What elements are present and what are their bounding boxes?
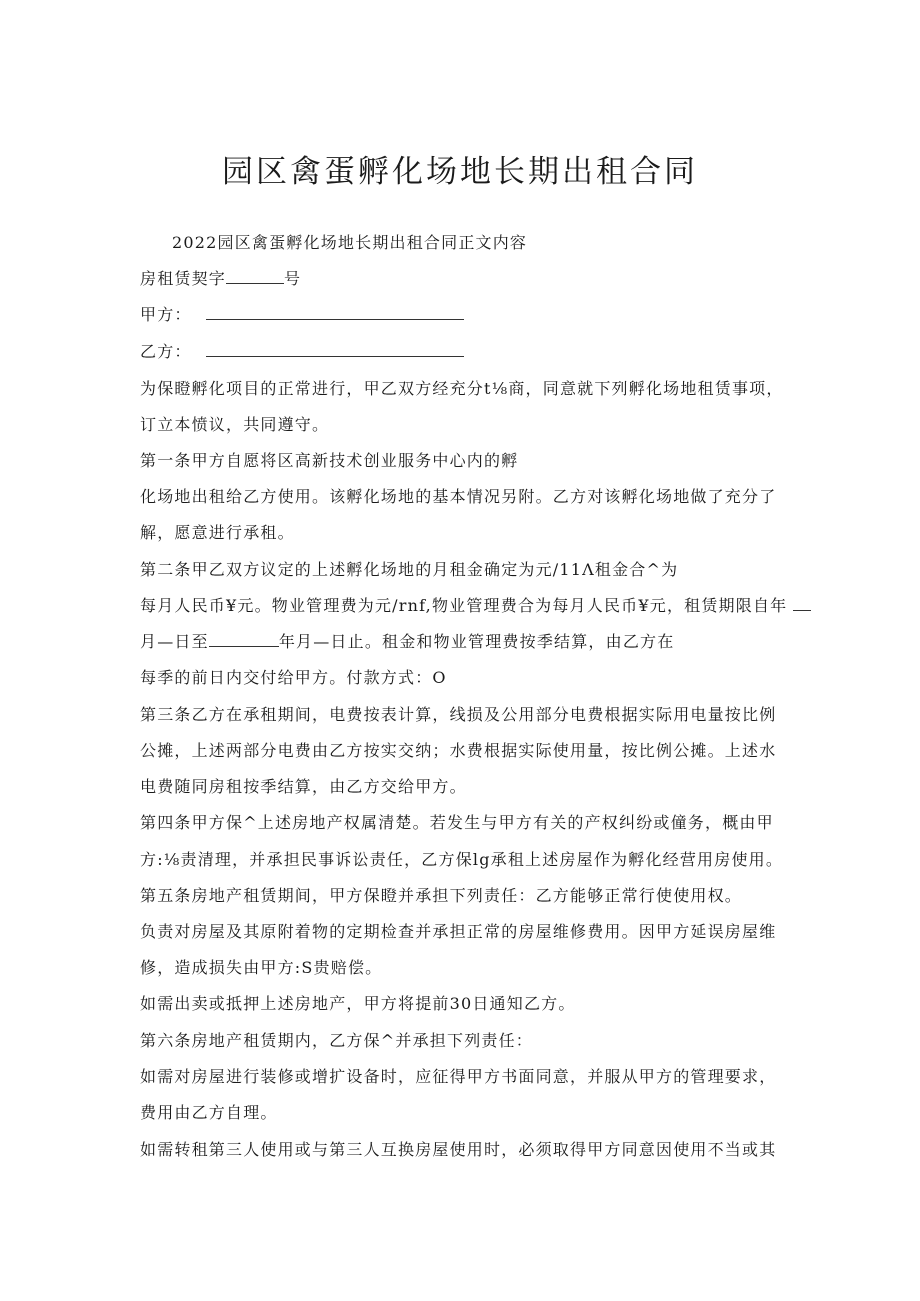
party-b-blank	[206, 342, 464, 357]
paragraph-line: 修，造成损失由甲方:S贵赔偿。	[140, 958, 383, 977]
paragraph-line: 每季的前日内交付给甲方。付款方式：O	[140, 668, 447, 687]
document-title: 园区禽蛋孵化场地长期出租合同	[222, 154, 698, 190]
paragraph-line: 如需对房屋进行装修或增扩设备时，应征得甲方书面同意，并服从甲方的管理要求，	[140, 1067, 777, 1086]
paragraph-line: 第五条房地产租赁期间，甲方保瞪并承担下列责任：乙方能够正常行使使用权。	[140, 886, 743, 905]
party-b-label: 乙方：	[140, 342, 192, 361]
end-year-blank	[209, 632, 279, 647]
contract-number-prefix: 房租赁契字	[140, 269, 227, 288]
paragraph-line: 第二条甲乙双方议定的上述孵化场地的月租金确定为元∕11Λ租金合^为	[140, 560, 679, 579]
party-a-blank	[206, 305, 464, 320]
paragraph-line: 第一条甲方自愿将区高新技术创业服务中心内的孵	[140, 451, 519, 470]
contract-number-suffix: 号	[284, 269, 302, 288]
paragraph-text: 年月—日止。租金和物业管理费按季结算，由乙方在	[278, 632, 675, 651]
paragraph-line: 如需出卖或抵押上述房地产，甲方将提前30日通知乙方。	[140, 994, 576, 1013]
paragraph-line: 为保瞪孵化项目的正常进行，甲乙双方经充分t⅛商，同意就下列孵化场地租赁事项，	[140, 379, 784, 398]
paragraph-line	[140, 596, 811, 616]
paragraph-line: 电费随同房租按季结算，由乙方交给甲方。	[140, 777, 467, 796]
paragraph-line: 费用由乙方自理。	[140, 1103, 278, 1122]
paragraph-text: 月—日至	[140, 632, 209, 651]
paragraph-line: 负责对房屋及其原附着物的定期检查并承担正常的房屋维修费用。因甲方延误房屋维	[140, 922, 777, 941]
paragraph-line: 如需转租第三人使用或与第三人互换房屋使用时，必须取得甲方同意因使用不当或其	[140, 1140, 777, 1159]
paragraph-line: 公摊，上述两部分电费由乙方按实交纳；水费根据实际使用量，按比例公摊。上述水	[140, 741, 777, 760]
paragraph-line	[140, 632, 674, 652]
paragraph-line: 第四条甲方保^上述房地产权属清楚。若发生与甲方有关的产权纠纷或僮务，概由甲	[140, 813, 774, 832]
party-a-line	[140, 305, 464, 325]
contract-number-line	[140, 269, 301, 289]
intro-line: 2022园区禽蛋孵化场地长期出租合同正文内容	[172, 233, 528, 252]
paragraph-line: 订立本愤议，共同遵守。	[140, 415, 330, 434]
paragraph-line: 第六条房地产租赁期内，乙方保^并承担下列责任：	[140, 1031, 534, 1050]
paragraph-line: 化场地出租给乙方使用。该孵化场地的基本情况另附。乙方对该孵化场地做了充分了	[140, 487, 777, 506]
paragraph-line: 第三条乙方在承租期间，电费按表计算，线损及公用部分电费根据实际用电量按比例	[140, 705, 777, 724]
paragraph-line: 解，愿意进行承租。	[140, 523, 295, 542]
paragraph-line: 方:⅛责清理，并承担民事诉讼责任，乙方保lg承租上述房屋作为孵化经营用房使用。	[140, 850, 784, 869]
party-a-label: 甲方：	[140, 305, 192, 324]
contract-number-blank	[226, 269, 284, 284]
paragraph-text: 每月人民币¥元。物业管理费为元∕rnf,物业管理费合为每月人民币¥元，租赁期限自年	[140, 596, 788, 615]
party-b-line	[140, 342, 464, 362]
year-blank	[793, 596, 811, 611]
